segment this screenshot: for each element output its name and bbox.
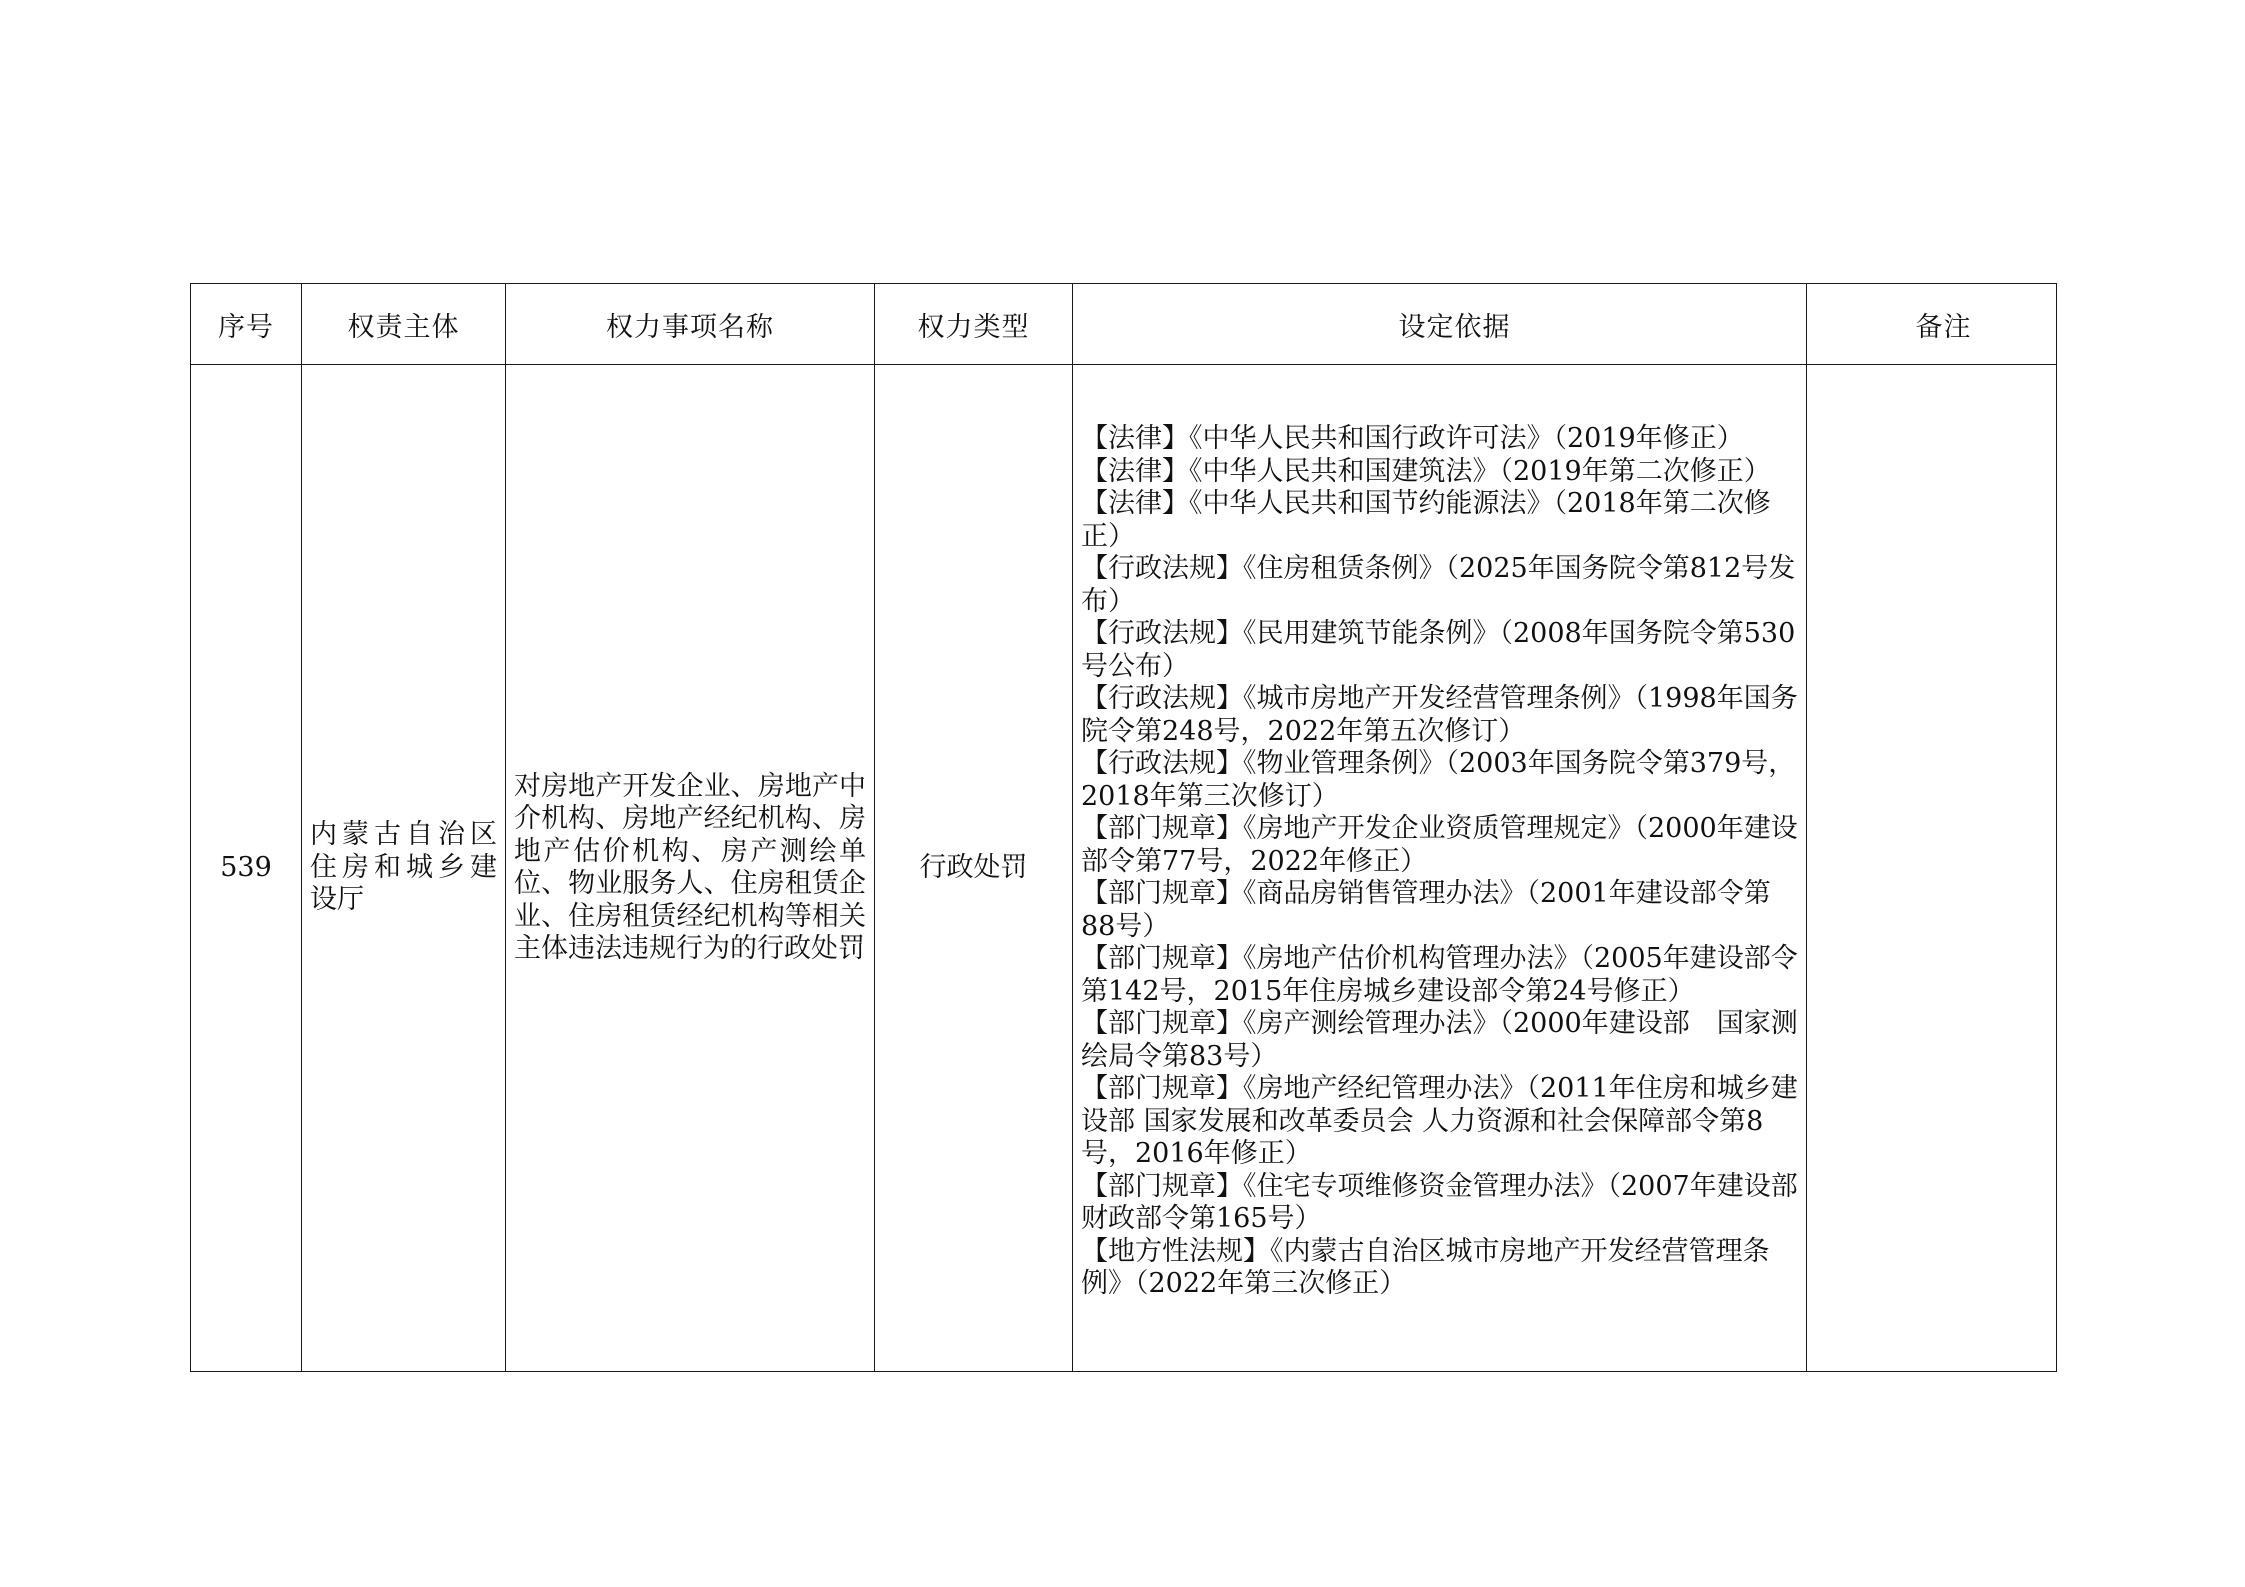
- cell-power-type: 行政处罚: [875, 365, 1073, 1372]
- header-subject: 权责主体: [302, 284, 506, 365]
- basis-item: 【部门规章】《房地产开发企业资质管理规定》（2000年建设部令第77号，2022年修正）: [1081, 813, 1798, 877]
- basis-item: 【法律】《中华人民共和国节约能源法》（2018年第二次修正）: [1081, 488, 1771, 552]
- header-seq: 序号: [191, 284, 302, 365]
- header-basis: 设定依据: [1073, 284, 1807, 365]
- table-header-row: [191, 284, 2057, 365]
- basis-item: 【地方性法规】《内蒙古自治区城市房地产开发经营管理条例》（2022年第三次修正）: [1081, 1235, 1770, 1300]
- table-row: [191, 365, 2057, 1372]
- header-remarks: 备注: [1807, 284, 2057, 365]
- basis-item: 【部门规章】《商品房销售管理办法》（2001年建设部令第88号）: [1081, 878, 1771, 942]
- basis-item: 【法律】《中华人民共和国行政许可法》（2019年修正）: [1081, 423, 1744, 455]
- cell-item-name: 对房地产开发企业、房地产中介机构、房地产经纪机构、房地产估价机构、房产测绘单位、物业服务人、住房租赁企业、住房租赁经纪机构等相关主体违法违规行为的行政处罚: [506, 365, 875, 1372]
- powers-table-page: [190, 283, 2056, 1372]
- basis-item: 【行政法规】《城市房地产开发经营管理条例》（1998年国务院令第248号，2022年第五次修订）: [1081, 683, 1798, 747]
- basis-item: 【部门规章】《房地产估价机构管理办法》（2005年建设部令第142号，2015年住房城乡建设部令第24号修正）: [1081, 943, 1798, 1007]
- header-power-type: 权力类型: [875, 284, 1073, 365]
- basis-item: 【行政法规】《民用建筑节能条例》（2008年国务院令第530号公布）: [1081, 618, 1796, 682]
- cell-seq: 539: [191, 365, 302, 1372]
- basis-item: 【行政法规】《物业管理条例》（2003年国务院令第379号，2018年第三次修订）: [1081, 748, 1796, 812]
- basis-item: 【部门规章】《住宅专项维修资金管理办法》（2007年建设部 财政部令第165号）: [1081, 1170, 1798, 1235]
- basis-item: 【部门规章】《房地产经纪管理办法》（2011年住房和城乡建设部 国家发展和改革委员会 人力资源和社会保障部令第8号，2016年修正）: [1081, 1073, 1798, 1170]
- basis-list: [1073, 423, 1806, 1313]
- basis-item: 【行政法规】《住房租赁条例》（2025年国务院令第812号发布）: [1081, 553, 1796, 617]
- cell-subject: 内蒙古自治区住房和城乡建设厅: [302, 365, 506, 1372]
- powers-table: [190, 283, 2057, 1372]
- header-item-name: 权力事项名称: [506, 284, 875, 365]
- basis-item: 【部门规章】《房产测绘管理办法》（2000年建设部 国家测绘局令第83号）: [1081, 1008, 1798, 1072]
- cell-remarks: [1807, 365, 2057, 1372]
- basis-item: 【法律】《中华人民共和国建筑法》（2019年第二次修正）: [1081, 455, 1771, 487]
- cell-basis: [1073, 365, 1807, 1372]
